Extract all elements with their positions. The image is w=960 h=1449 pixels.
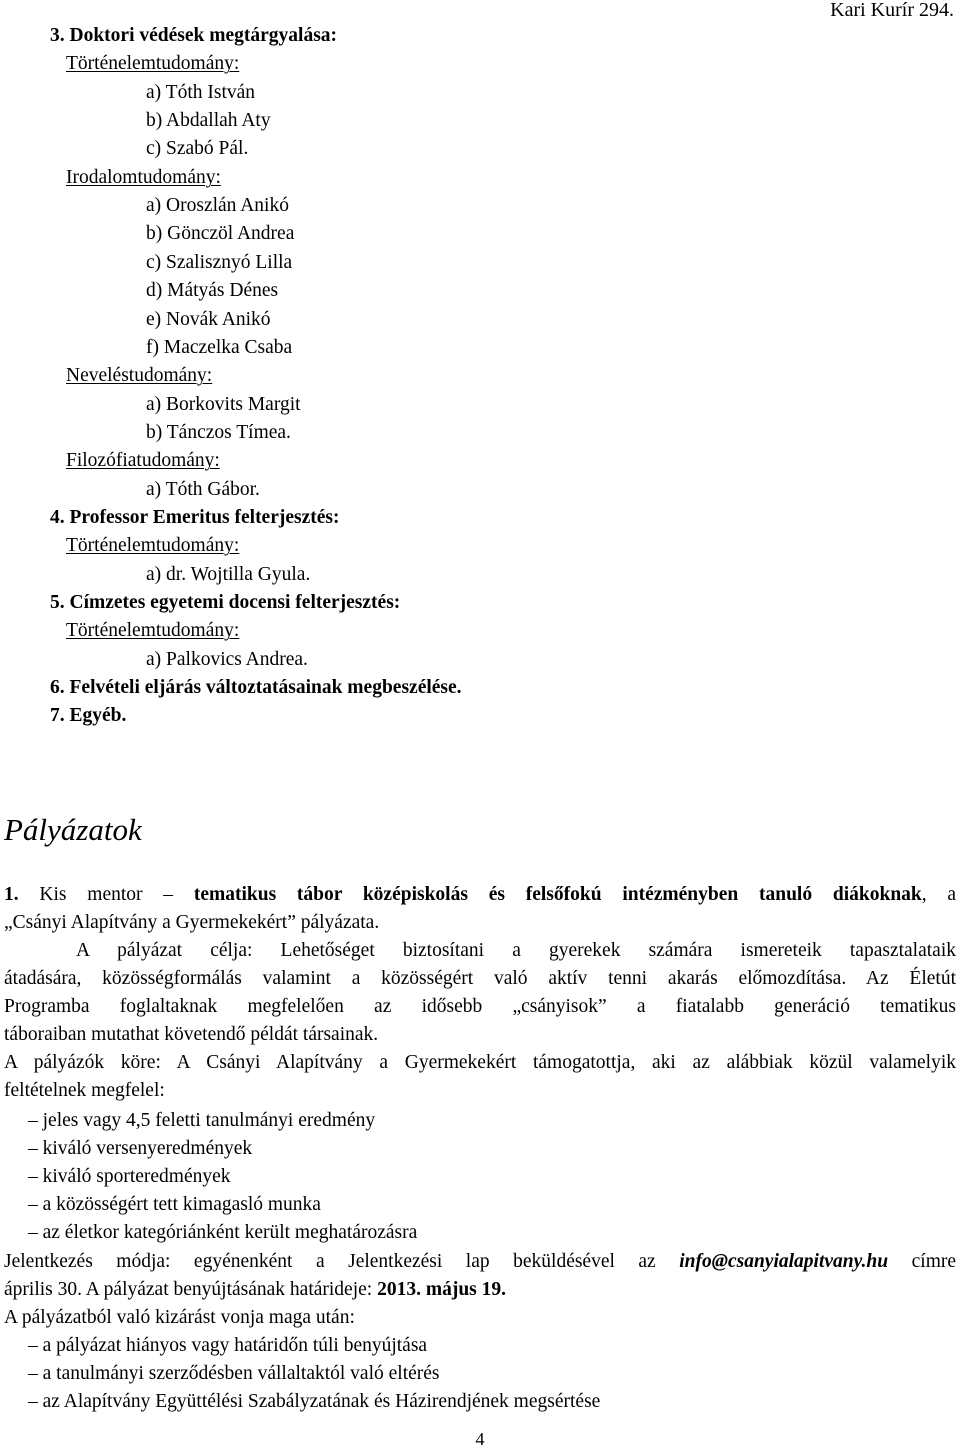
apply-text: Jelentkezés módja: egyénenként a Jelentkezési lap beküldésével az bbox=[4, 1251, 656, 1272]
agenda-heading: 3. Doktori védések megtárgyalása: bbox=[50, 25, 338, 46]
goal-line: Programba foglaltaknak megfelelően az idősebb „csányisok” a fiatalabb generáció tematikus bbox=[4, 996, 956, 1017]
exclusion-item: – a pályázat hiányos vagy határidőn túli benyújtása bbox=[28, 1335, 428, 1356]
agenda-item: c) Szabó Pál. bbox=[146, 138, 249, 159]
deadline-intro: április 30. A pályázat benyújtásának határideje: bbox=[4, 1279, 373, 1300]
agenda-item: a) Palkovics Andrea. bbox=[146, 649, 308, 670]
agenda-item: f) Maczelka Csaba bbox=[146, 337, 293, 358]
applicants-line: A pályázók köre: A Csányi Alapítvány a Gyermekekért támogatottja, aki az alábbiak közül valamelyik bbox=[4, 1052, 956, 1073]
agenda-item: a) Tóth Gábor. bbox=[146, 479, 260, 500]
agenda-field: Történelemtudomány: bbox=[66, 620, 240, 641]
agenda-item: c) Szalisznyó Lilla bbox=[146, 252, 293, 273]
criteria-item: – a közösségért tett kimagasló munka bbox=[28, 1194, 321, 1215]
agenda-item: e) Novák Anikó bbox=[146, 309, 271, 330]
agenda-field: Neveléstudomány: bbox=[66, 365, 213, 386]
running-header: Kari Kurír 294. bbox=[830, 0, 954, 21]
agenda-heading: 6. Felvételi eljárás változtatásainak megbeszélése. bbox=[50, 677, 462, 698]
agenda-item: a) dr. Wojtilla Gyula. bbox=[146, 564, 311, 585]
exclusion-intro: A pályázatból való kizárást vonja maga után: bbox=[4, 1307, 355, 1328]
agenda-field: Filozófiatudomány: bbox=[66, 450, 220, 471]
agenda-heading: 7. Egyéb. bbox=[50, 705, 127, 726]
deadline-dot: . bbox=[501, 1279, 507, 1300]
tender-number: 1. bbox=[4, 884, 19, 905]
agenda-item: a) Tóth István bbox=[146, 82, 256, 103]
agenda-item: b) Gönczöl Andrea bbox=[146, 223, 295, 244]
email-link[interactable]: info@csanyialapitvany.hu bbox=[679, 1251, 889, 1272]
tender-title-rest: , a bbox=[921, 884, 957, 905]
tender-title-line2: „Csányi Alapítvány a Gyermekekért” pályázata. bbox=[4, 912, 380, 933]
criteria-item: – jeles vagy 4,5 feletti tanulmányi eredmény bbox=[28, 1110, 376, 1131]
apply-post: címre bbox=[911, 1251, 957, 1272]
agenda-field: Történelemtudomány: bbox=[66, 53, 240, 74]
agenda-item: a) Oroszlán Anikó bbox=[146, 195, 289, 216]
tender-title-kis: Kis bbox=[39, 884, 67, 905]
agenda-item: a) Borkovits Margit bbox=[146, 394, 301, 415]
applicants-line: feltételnek megfelel: bbox=[4, 1080, 165, 1101]
apply-line-1 bbox=[4, 1248, 956, 1276]
goal-line: táboraiban mutathat követendő példát társainak. bbox=[4, 1024, 379, 1045]
apply-line-2 bbox=[4, 1276, 956, 1304]
tender-title-bold: tematikus tábor középiskolás és felsőfokú intézményben tanuló diákoknak bbox=[193, 884, 922, 905]
agenda-heading: 4. Professor Emeritus felterjesztés: bbox=[50, 507, 340, 528]
agenda-field: Irodalomtudomány: bbox=[66, 167, 221, 188]
exclusion-item: – az Alapítvány Együttélési Szabályzatának és Házirendjének megsértése bbox=[28, 1391, 601, 1412]
criteria-item: – az életkor kategóriánként került meghatározásra bbox=[28, 1222, 418, 1243]
section-title: Pályázatok bbox=[4, 812, 142, 847]
exclusion-item: – a tanulmányi szerződésben vállaltaktól való eltérés bbox=[28, 1363, 440, 1384]
agenda-item: d) Mátyás Dénes bbox=[146, 280, 279, 301]
goal-line: átadására, közösségformálás valamint a közösségért való aktív tenni akarás előmozdítása. Az Életút bbox=[4, 968, 956, 989]
tender-title-dash: – bbox=[163, 884, 174, 905]
tender-title-mentor: mentor bbox=[87, 884, 143, 905]
agenda-field: Történelemtudomány: bbox=[66, 535, 240, 556]
tender-title bbox=[4, 881, 956, 909]
agenda-heading: 5. Címzetes egyetemi docensi felterjesztés: bbox=[50, 592, 401, 613]
deadline-date: 2013. május 19 bbox=[377, 1279, 502, 1300]
agenda-item: b) Tánczos Tímea. bbox=[146, 422, 291, 443]
agenda-item: b) Abdallah Aty bbox=[146, 110, 271, 131]
criteria-item: – kiváló sporteredmények bbox=[28, 1166, 231, 1187]
criteria-item: – kiváló versenyeredmények bbox=[28, 1138, 253, 1159]
goal-line: A pályázat célja: Lehetőséget biztosítani a gyerekek számára ismereteik tapasztalataik bbox=[76, 940, 956, 961]
page-number: 4 bbox=[475, 1429, 485, 1449]
